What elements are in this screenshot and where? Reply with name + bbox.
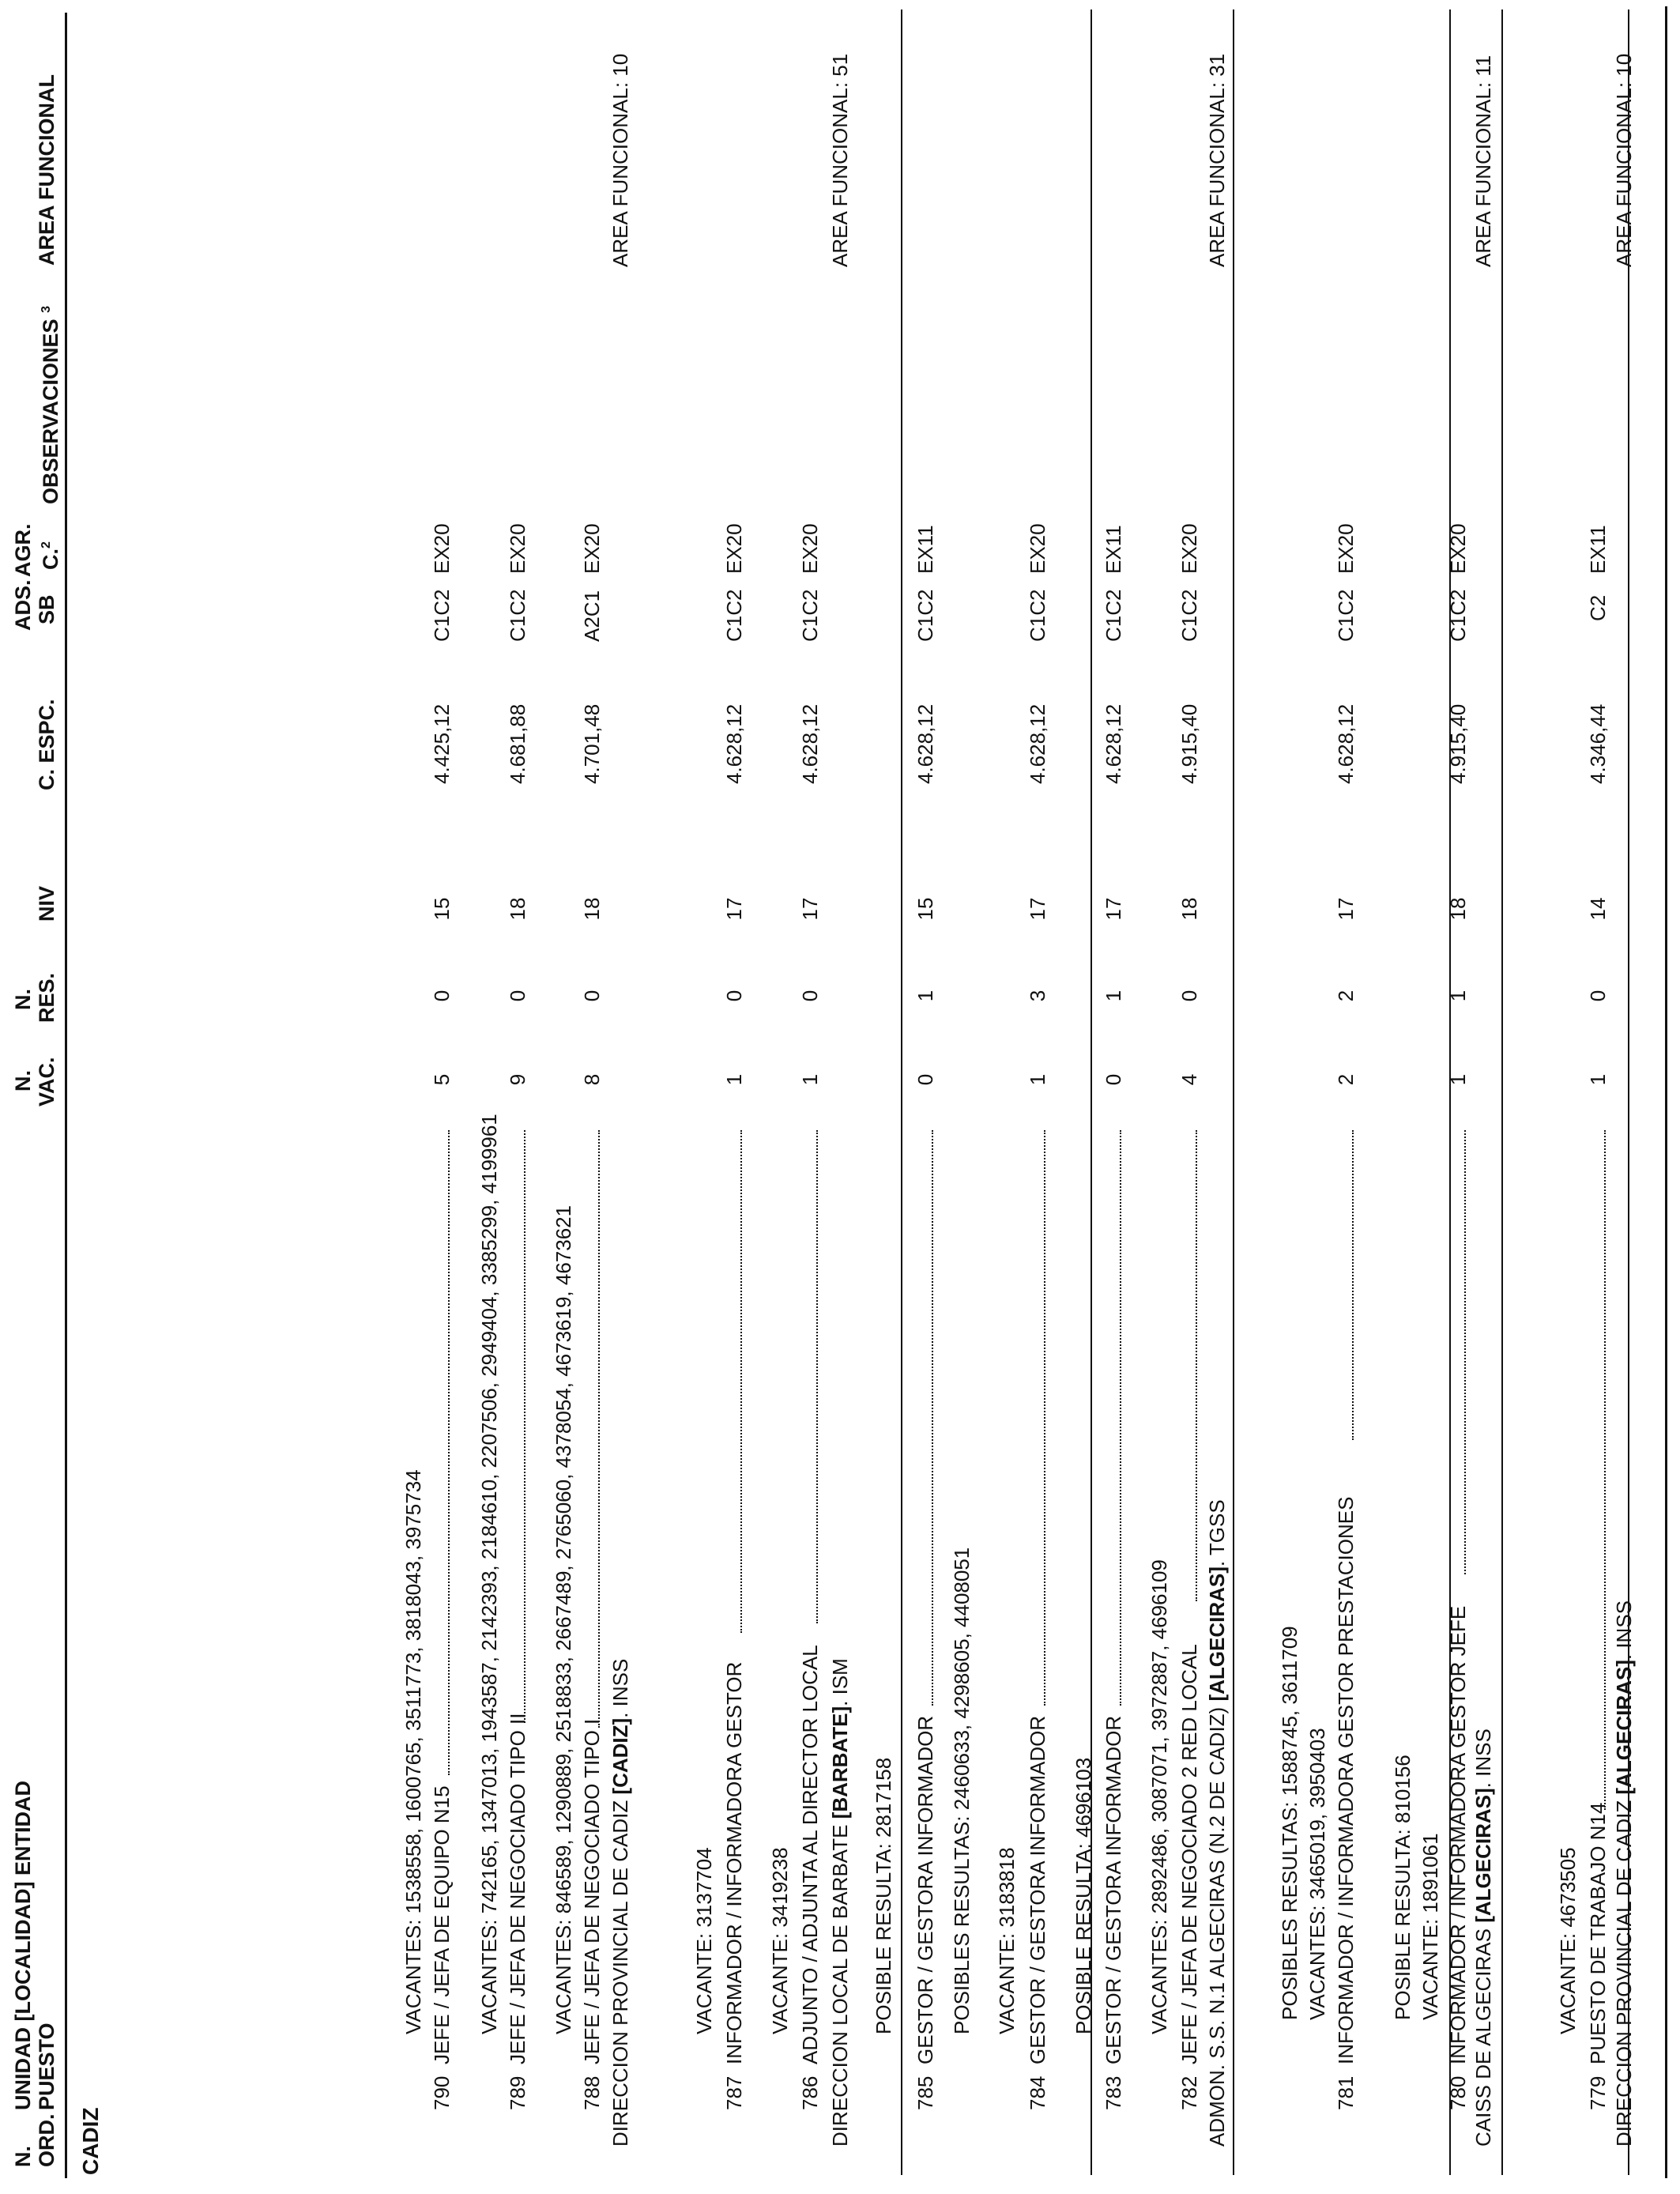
n-res: 0	[798, 990, 822, 1002]
n-ord: 789	[506, 2075, 529, 2110]
unit-name: CAISS DE ALGECIRAS	[1471, 1922, 1495, 2147]
n-vac: 8	[580, 1073, 604, 1086]
n-vac: 1	[1586, 1073, 1610, 1086]
header-agr-sup: 2	[40, 541, 53, 548]
c-espc: 4.915,40	[1177, 703, 1201, 784]
n-res: 1	[1446, 990, 1470, 1002]
unit-entidad: . INSS	[608, 1658, 632, 1718]
n-ord: 786	[798, 2075, 822, 2110]
header-ads-2: SB	[35, 594, 58, 624]
n-vac: 5	[430, 1073, 454, 1086]
observacion: VACANTE: 3419238	[768, 1847, 792, 2034]
agr-c: EX11	[1102, 525, 1125, 574]
unit-name: DIRECCION LOCAL DE BARBATE	[828, 1819, 852, 2147]
n-vac: 4	[1177, 1073, 1201, 1086]
header-area-funcional: AREA FUNCIONAL	[35, 74, 58, 266]
n-ord: 784	[1026, 2075, 1049, 2110]
n-ord: 780	[1446, 2075, 1470, 2110]
dot-leader	[1042, 1130, 1045, 1706]
agr-c: EX20	[798, 523, 822, 574]
area-funcional-value: AREA FUNCIONAL: 10	[608, 53, 632, 267]
ads-sb: C1C2	[506, 589, 529, 642]
n-ord: 790	[430, 2075, 454, 2110]
unit-heading	[828, 1658, 852, 2147]
puesto: PUESTO DE TRABAJO N14	[1586, 1802, 1610, 2064]
area-funcional-value: AREA FUNCIONAL: 11	[1471, 55, 1495, 267]
observacion: POSIBLE RESULTA: 810156	[1391, 1755, 1414, 2020]
unit-entidad: . TGSS	[1205, 1499, 1229, 1567]
c-espc: 4.628,12	[1334, 703, 1358, 784]
niv: 17	[798, 897, 822, 921]
n-ord: 781	[1334, 2075, 1358, 2110]
ads-sb: C1C2	[798, 589, 822, 642]
ads-sb: C1C2	[1177, 589, 1201, 642]
header-unidad: UNIDAD [LOCALIDAD] ENTIDAD	[11, 1781, 35, 2110]
niv: 18	[506, 897, 529, 921]
unit-entidad: . INSS	[1612, 1600, 1636, 1661]
unit-localidad: [CADIZ]	[608, 1717, 632, 1795]
observacion: VACANTES: 846589, 1290889, 2518833, 2667489, 2765060, 4378054, 4673619, 4673621	[552, 1204, 575, 2034]
header-niv: NIV	[35, 885, 58, 922]
puesto: GESTOR / GESTORA INFORMADOR	[913, 1715, 937, 2064]
n-ord: 788	[580, 2075, 604, 2110]
dot-leader	[446, 1130, 450, 1775]
dot-leader	[1118, 1130, 1121, 1706]
n-vac: 2	[1334, 1073, 1358, 1086]
group-separator	[901, 9, 902, 2175]
unit-localidad: [ALGECIRAS]	[1471, 1788, 1495, 1923]
agr-c: EX20	[1177, 523, 1201, 574]
n-ord: 787	[722, 2075, 746, 2110]
n-res: 1	[913, 990, 937, 1002]
dot-leader	[815, 1130, 818, 1623]
unit-localidad: [ALGECIRAS]	[1612, 1660, 1636, 1795]
puesto: INFORMADOR / INFORMADORA GESTOR PRESTACIONES	[1334, 1496, 1358, 2064]
unit-heading	[608, 1659, 632, 2147]
observacion: VACANTE: 3137704	[692, 1847, 716, 2034]
ads-sb: C2	[1586, 594, 1610, 621]
n-res: 0	[722, 990, 746, 1002]
group-separator	[1233, 9, 1234, 2175]
unit-entidad: . INSS	[1471, 1728, 1495, 1789]
area-funcional-value: AREA FUNCIONAL: 51	[828, 53, 852, 267]
observacion: POSIBLES RESULTAS: 2460633, 4298605, 4408051	[950, 1547, 974, 2034]
group-separator	[1501, 9, 1503, 2175]
area-funcional-value: AREA FUNCIONAL: 10	[1612, 53, 1636, 267]
header-n-res-1: N.	[11, 989, 35, 1010]
agr-c: EX20	[580, 523, 604, 574]
dot-leader	[1463, 1130, 1466, 1574]
header-agr-1: AGR.	[11, 523, 35, 577]
header-c-espc: C. ESPC.	[35, 699, 58, 790]
ads-sb: C1C2	[1102, 589, 1125, 642]
n-res: 2	[1334, 990, 1358, 1002]
unit-localidad: [ALGECIRAS]	[1205, 1566, 1229, 1702]
puesto: INFORMADOR / INFORMADORA GESTOR	[722, 1661, 746, 2064]
header-n-res-2: RES.	[35, 972, 58, 1023]
c-espc: 4.628,12	[722, 703, 746, 784]
ads-sb: C1C2	[1446, 589, 1470, 642]
ads-sb: C1C2	[913, 589, 937, 642]
c-espc: 4.628,12	[913, 703, 937, 784]
ads-sb: A2C1	[580, 590, 604, 642]
n-res: 0	[580, 990, 604, 1002]
niv: 17	[722, 897, 746, 921]
n-ord: 785	[913, 2075, 937, 2110]
header-observaciones-text: OBSERVACIONES	[39, 319, 62, 504]
observacion: VACANTES: 3465019, 3950403	[1305, 1728, 1329, 2020]
puesto: ADJUNTO / ADJUNTA AL DIRECTOR LOCAL	[798, 1645, 822, 2064]
puesto: JEFE / JEFA DE NEGOCIADO 2 RED LOCAL	[1177, 1644, 1201, 2064]
unit-name: ADMON. S.S. N.1 ALGECIRAS (N.2 DE CADIZ)	[1205, 1701, 1229, 2147]
ads-sb: C1C2	[722, 589, 746, 642]
agr-c: EX20	[506, 523, 529, 574]
agr-c: EX20	[1026, 523, 1049, 574]
niv: 17	[1334, 897, 1358, 921]
observacion: VACANTE: 1891061	[1418, 1833, 1442, 2020]
unit-heading	[1471, 1728, 1495, 2147]
province-side-rule	[1665, 6, 1667, 2178]
c-espc: 4.628,12	[798, 703, 822, 784]
niv: 18	[580, 897, 604, 921]
n-vac: 0	[913, 1073, 937, 1086]
niv: 15	[430, 897, 454, 921]
n-ord: 782	[1177, 2075, 1201, 2110]
n-res: 0	[506, 990, 529, 1002]
observacion: POSIBLES RESULTAS: 1588745, 3611709	[1278, 1626, 1301, 2020]
niv: 17	[1102, 897, 1125, 921]
dot-leader	[930, 1130, 933, 1706]
dot-leader	[597, 1130, 600, 1728]
c-espc: 4.628,12	[1026, 703, 1049, 784]
observacion: VACANTES: 1538558, 1600765, 3511773, 3818043, 3975734	[401, 1469, 425, 2034]
header-rule	[65, 13, 67, 2178]
dot-leader	[1350, 1130, 1354, 1440]
n-res: 1	[1102, 990, 1125, 1002]
n-vac: 1	[1026, 1073, 1049, 1086]
dot-leader	[1603, 1130, 1606, 1810]
niv: 14	[1586, 897, 1610, 921]
niv: 18	[1446, 897, 1470, 921]
puesto: GESTOR / GESTORA INFORMADOR	[1026, 1715, 1049, 2064]
observacion: POSIBLE RESULTA: 2817158	[872, 1757, 895, 2034]
c-espc: 4.425,12	[430, 703, 454, 784]
observacion: VACANTES: 742165, 1347013, 1943587, 2142393, 2184610, 2207506, 2949404, 3385299, 4199961	[477, 1114, 501, 2034]
agr-c: EX11	[1586, 525, 1610, 574]
n-res: 3	[1026, 990, 1049, 1002]
agr-c: EX11	[913, 525, 937, 574]
c-espc: 4.628,12	[1102, 703, 1125, 784]
n-vac: 1	[722, 1073, 746, 1086]
niv: 15	[913, 897, 937, 921]
observacion: VACANTE: 4673505	[1556, 1847, 1580, 2034]
unit-entidad: . ISM	[828, 1658, 852, 1706]
n-vac: 1	[798, 1073, 822, 1086]
observacion: POSIBLE RESULTA: 4696103	[1072, 1757, 1095, 2034]
agr-c: EX20	[722, 523, 746, 574]
n-vac: 0	[1102, 1073, 1125, 1086]
c-espc: 4.346,44	[1586, 703, 1610, 784]
observacion: VACANTE: 3183818	[995, 1847, 1019, 2034]
dot-leader	[1194, 1130, 1197, 1601]
header-n-ord-1: N.	[11, 2146, 35, 2167]
dot-leader	[522, 1130, 525, 1723]
n-res: 0	[1586, 990, 1610, 1002]
niv: 17	[1026, 897, 1049, 921]
n-ord: 779	[1586, 2075, 1610, 2110]
n-ord: 783	[1102, 2075, 1125, 2110]
puesto: GESTOR / GESTORA INFORMADOR	[1102, 1715, 1125, 2064]
header-agr-2	[35, 541, 62, 570]
n-res: 0	[1177, 990, 1201, 1002]
ads-sb: C1C2	[430, 589, 454, 642]
dot-leader	[739, 1130, 742, 1633]
header-observaciones-sup: 3	[40, 306, 53, 313]
header-puesto: PUESTO	[35, 2022, 58, 2110]
niv: 18	[1177, 897, 1201, 921]
header-n-ord-2: ORD.	[35, 2113, 58, 2167]
agr-c: EX20	[1334, 523, 1358, 574]
header-observaciones	[35, 306, 62, 504]
header-agr-text: C.	[39, 548, 62, 570]
unit-heading	[1612, 1600, 1636, 2147]
ads-sb: C1C2	[1026, 589, 1049, 642]
c-espc: 4.681,88	[506, 703, 529, 784]
unit-heading	[1205, 1499, 1229, 2147]
unit-localidad: [BARBATE]	[828, 1706, 852, 1819]
header-n-vac-2: VAC.	[35, 1057, 58, 1106]
unit-name: DIRECCION PROVINCIAL DE CADIZ	[608, 1794, 632, 2147]
puesto: JEFE / JEFA DE EQUIPO N15	[430, 1785, 454, 2064]
province-label: CADIZ	[78, 2107, 103, 2175]
agr-c: EX20	[1446, 523, 1470, 574]
ads-sb: C1C2	[1334, 589, 1358, 642]
c-espc: 4.701,48	[580, 703, 604, 784]
area-funcional-value: AREA FUNCIONAL: 31	[1205, 53, 1229, 267]
n-vac: 1	[1446, 1073, 1470, 1086]
n-res: 0	[430, 990, 454, 1002]
puesto: INFORMADOR / INFORMADORA GESTOR JEFE	[1446, 1605, 1470, 2064]
header-n-vac-1: N.	[11, 1070, 35, 1091]
puesto: JEFE / JEFA DE NEGOCIADO TIPO II	[506, 1713, 529, 2064]
puesto: JEFE / JEFA DE NEGOCIADO TIPO I	[580, 1718, 604, 2064]
unit-name: DIRECCION PROVINCIAL DE CADIZ	[1612, 1794, 1636, 2147]
observacion: VACANTES: 2892486, 3087071, 3972887, 4696109	[1147, 1559, 1171, 2034]
header-ads-1: ADS.	[11, 579, 35, 631]
n-vac: 9	[506, 1073, 529, 1086]
agr-c: EX20	[430, 523, 454, 574]
c-espc: 4.915,40	[1446, 703, 1470, 784]
